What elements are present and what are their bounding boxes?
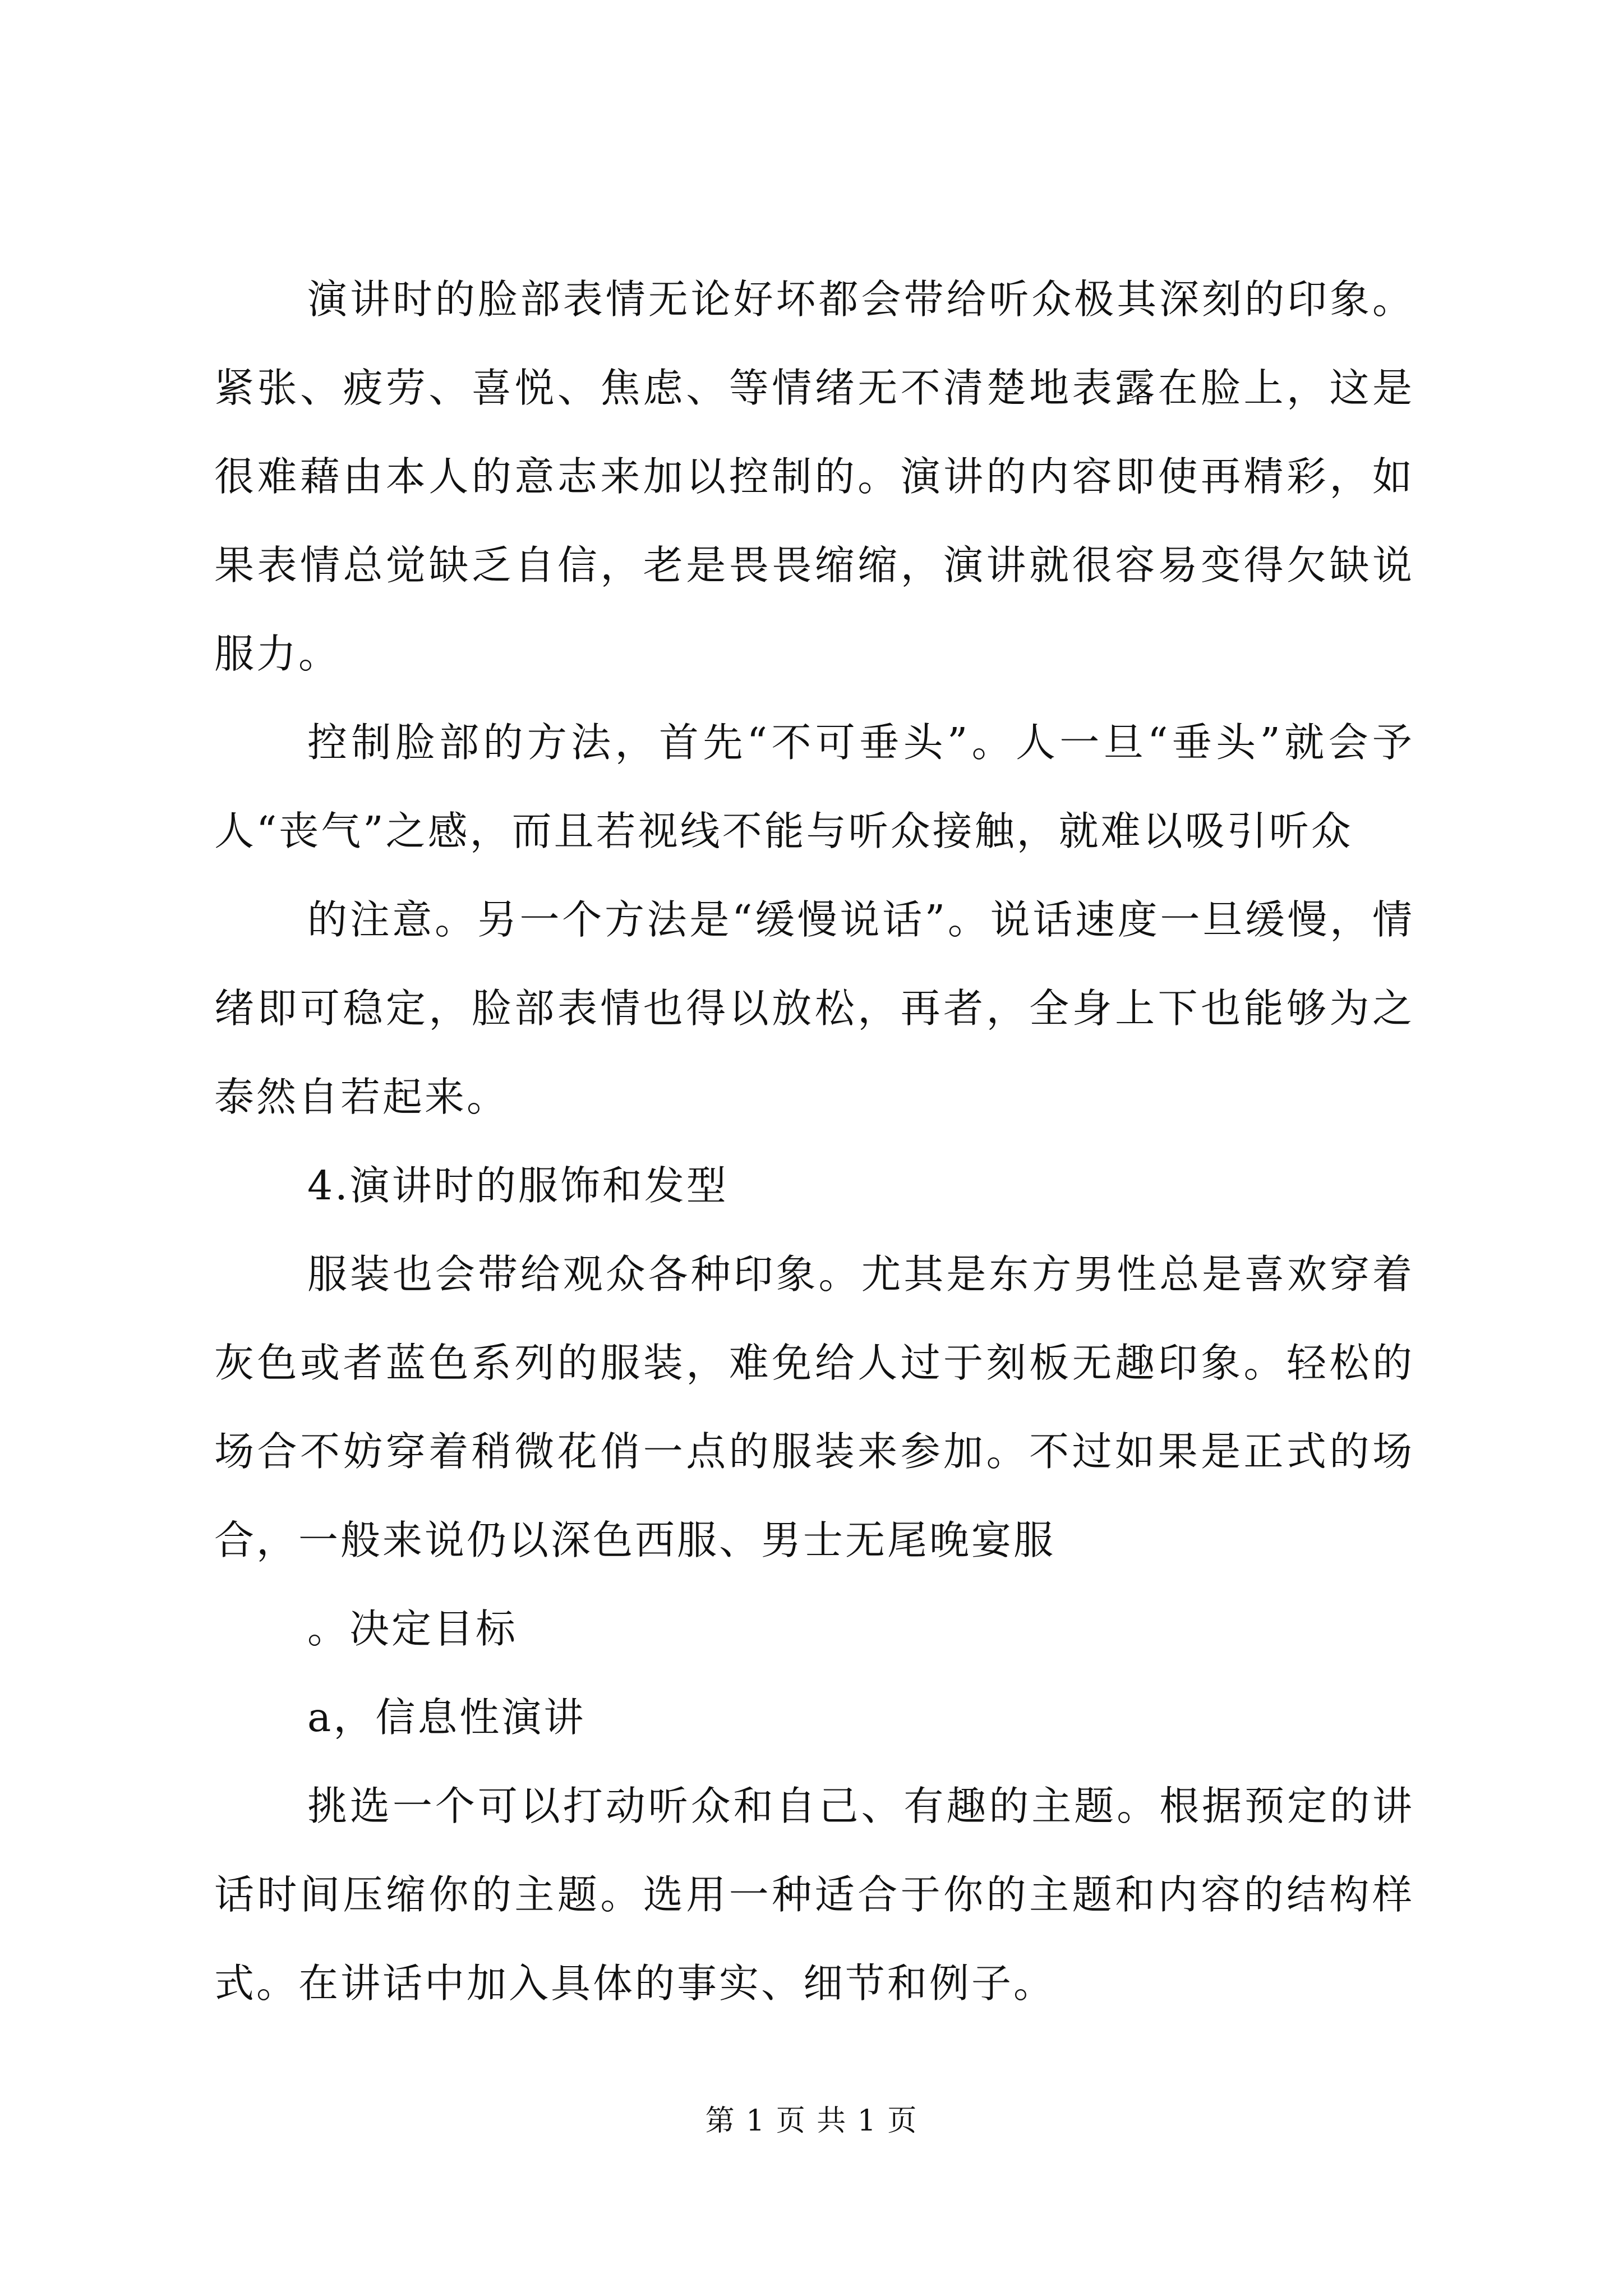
section-heading-attire: 4.演讲时的服饰和发型 [307, 1162, 728, 1209]
paragraph-facial-expression: 演讲时的脸部表情无论好坏都会带给听众极其深刻的印象。紧张、疲劳、喜悦、焦虑、等情绪无不清楚地表露在脸上，这是很难藉由本人的意志来加以控制的。演讲的内容即使再精彩，如果表情总觉缺乏自信，老是畏畏缩缩，演讲就很容易变得欠缺说服力。 [214, 276, 1414, 677]
paragraph-face-control-method: 控制脸部的方法，首先“不可垂头”。人一旦“垂头”就会予人“丧气”之感，而且若视线不能与听众接触，就难以吸引听众 [214, 719, 1414, 854]
subheading-informative-speech: a，信息性演讲 [307, 1694, 586, 1741]
paragraph-attire: 服装也会带给观众各种印象。尤其是东方男性总是喜欢穿着灰色或者蓝色系列的服装，难免给人过于刻板无趣印象。轻松的场合不妨穿着稍微花俏一点的服装来参加。不过如果是正式的场合，一般来说仍以深色西服、男士无尾晚宴服 [214, 1251, 1414, 1563]
document-body [214, 255, 1414, 2028]
paragraph-choose-topic: 挑选一个可以打动听众和自己、有趣的主题。根据预定的讲话时间压缩你的主题。选用一种适合于你的主题和内容的结构样式。在讲话中加入具体的事实、细节和例子。 [214, 1783, 1414, 2007]
heading-decide-goal: 。决定目标 [307, 1605, 518, 1652]
paragraph-slow-speech: 的注意。另一个方法是“缓慢说话”。说话速度一旦缓慢，情绪即可稳定，脸部表情也得以放松，再者，全身上下也能够为之泰然自若起来。 [214, 896, 1414, 1120]
page-footer: 第 1 页 共 1 页 [705, 2104, 918, 2138]
